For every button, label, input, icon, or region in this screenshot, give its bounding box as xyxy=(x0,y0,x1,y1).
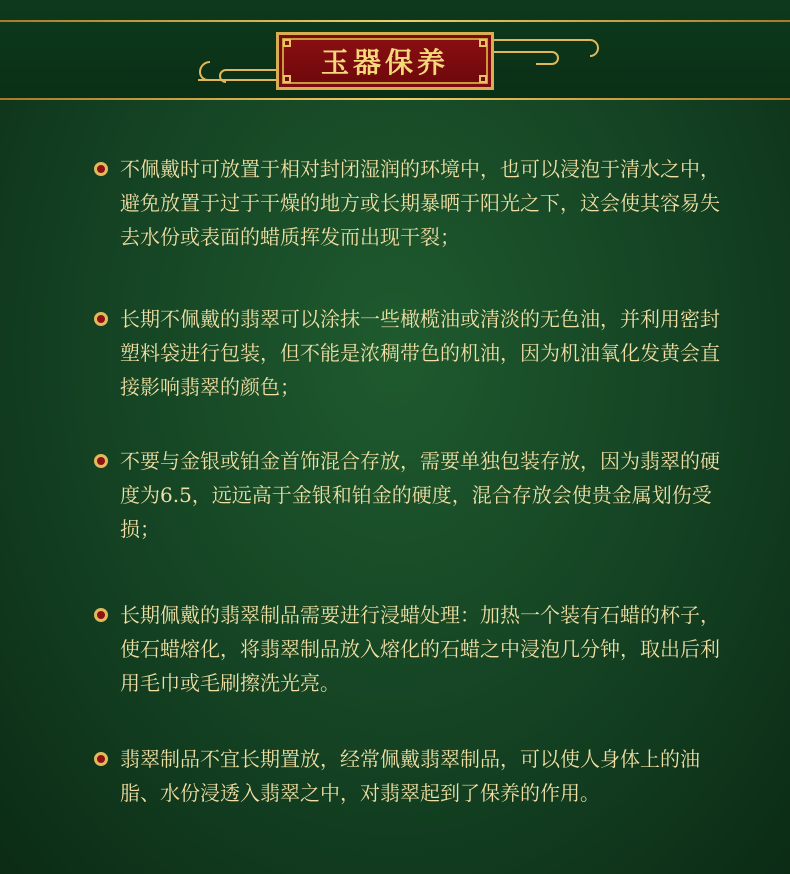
list-item-text: 翡翠制品不宜长期置放，经常佩戴翡翠制品，可以使人身体上的油脂、水份浸透入翡翠之中，对翡翠起到了保养的作用。 xyxy=(120,747,700,805)
title-plaque xyxy=(276,32,494,90)
list-item-text: 长期佩戴的翡翠制品需要进行浸蜡处理：加热一个装有石蜡的杯子，使石蜡熔化，将翡翠制品放入熔化的石蜡之中浸泡几分钟，取出后利用毛巾或毛刷擦洗光亮。 xyxy=(120,603,720,695)
list-item-text: 长期不佩戴的翡翠可以涂抹一些橄榄油或清淡的无色油，并利用密封塑料袋进行包装，但不能是浓稠带色的机油，因为机油氧化发黄会直接影响翡翠的颜色； xyxy=(120,307,720,399)
corner-ornament xyxy=(283,75,291,83)
bullet-icon xyxy=(94,752,108,766)
list-item xyxy=(94,598,734,700)
bullet-icon xyxy=(94,162,108,176)
corner-ornament xyxy=(479,39,487,47)
list-item xyxy=(94,444,734,546)
list-item-text: 不佩戴时可放置于相对封闭湿润的环境中，也可以浸泡于清水之中，避免放置于过于干燥的地方或长期暴晒于阳光之下，这会使其容易失去水份或表面的蜡质挥发而出现干裂； xyxy=(120,157,720,249)
list-item xyxy=(94,302,734,404)
bullet-icon xyxy=(94,312,108,326)
corner-ornament xyxy=(479,75,487,83)
page-title: 玉器保养 xyxy=(320,46,449,79)
bullet-icon xyxy=(94,608,108,622)
list-item xyxy=(94,742,734,810)
bullet-icon xyxy=(94,454,108,468)
corner-ornament xyxy=(283,39,291,47)
list-item xyxy=(94,152,734,254)
list-item-text: 不要与金银或铂金首饰混合存放，需要单独包装存放，因为翡翠的硬度为6.5，远远高于金银和铂金的硬度，混合存放会使贵金属划伤受损； xyxy=(120,449,720,541)
